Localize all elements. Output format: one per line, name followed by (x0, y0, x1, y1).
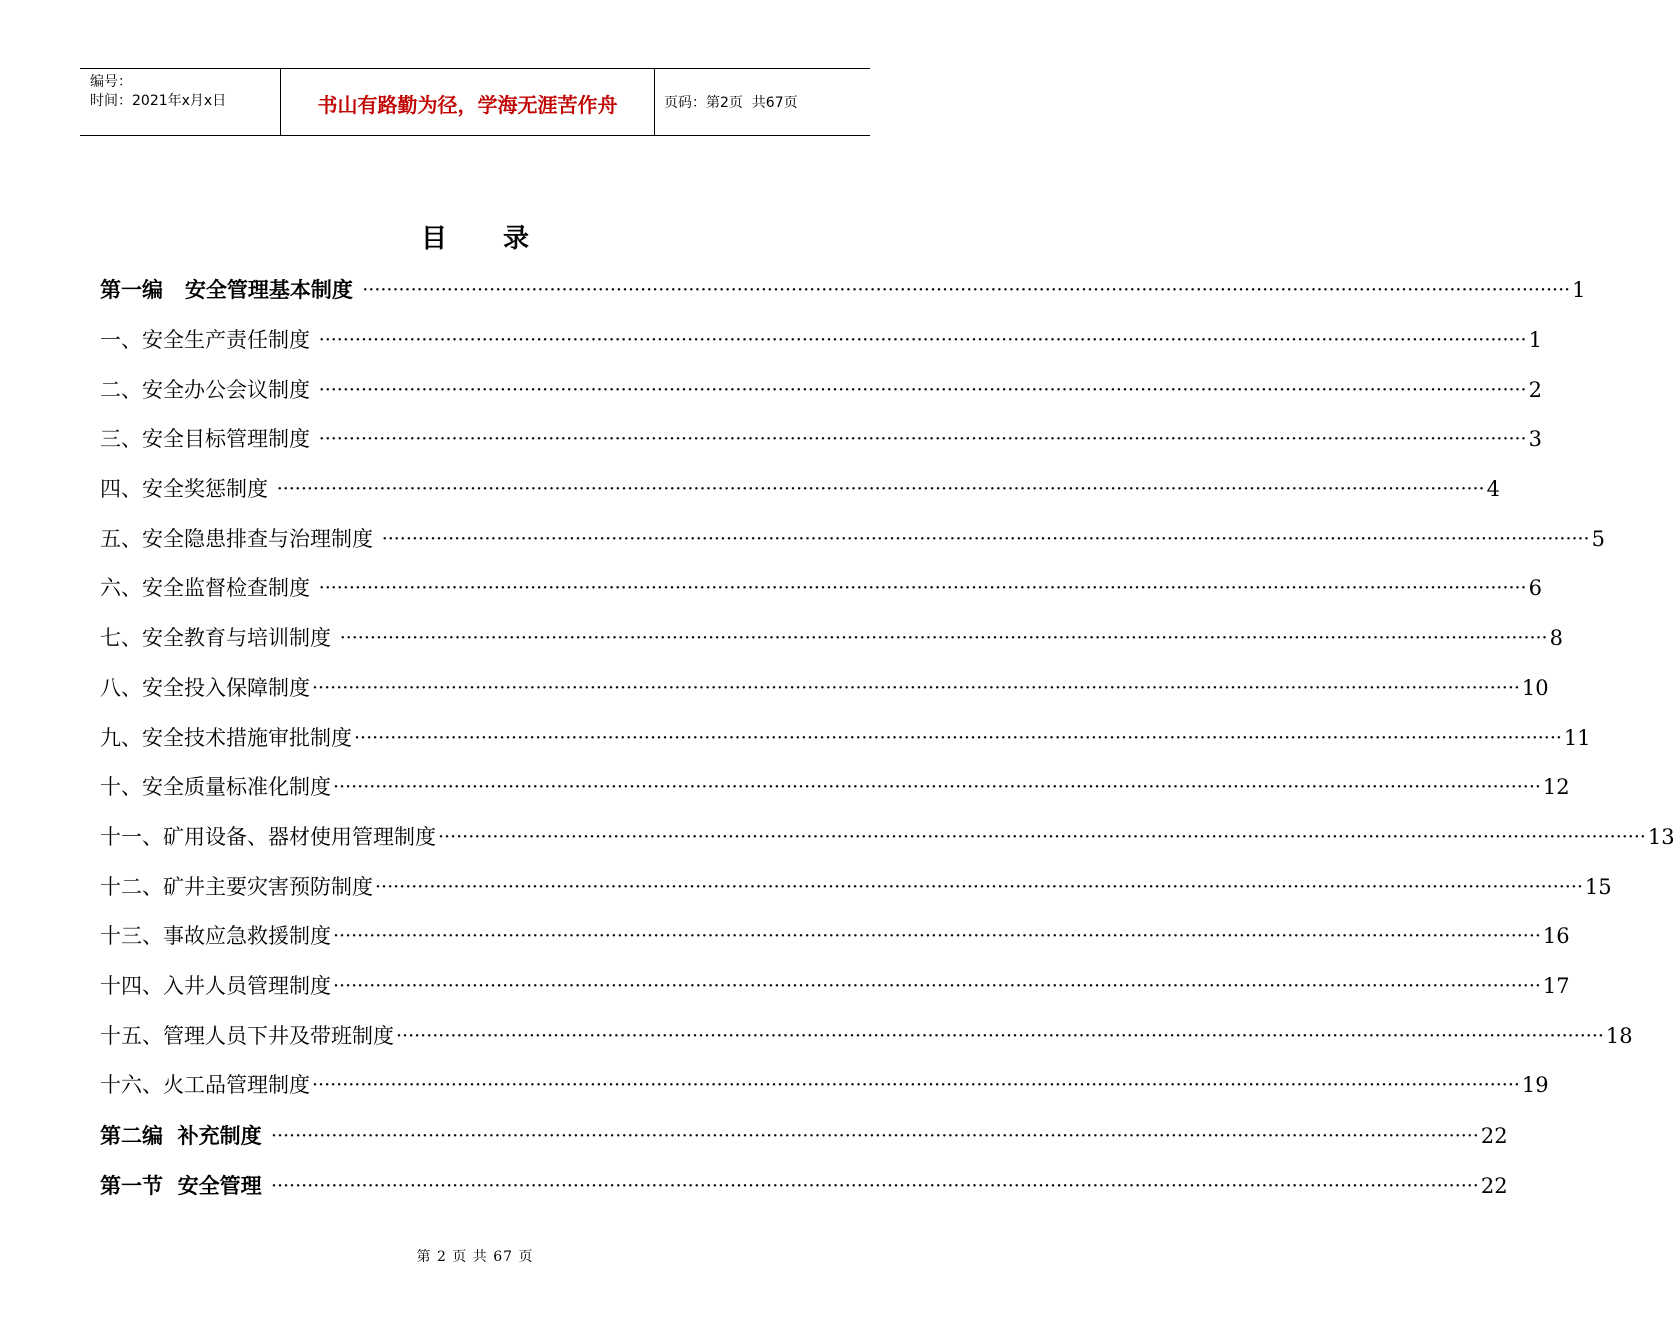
toc-entry-leader: ········································································································································································································ (270, 1175, 1479, 1197)
toc-entry (100, 769, 1570, 801)
toc-entry (100, 819, 1675, 851)
toc-entry-leader: ········································································································································································································ (318, 329, 1527, 351)
header-page-info-text: 页码：第2页 共67页 (664, 95, 798, 111)
toc-entry-label: 二、安全办公会议制度 (100, 378, 317, 402)
toc-entry-leader: ········································································································································································································ (318, 577, 1527, 599)
toc-entry-label: 十五、管理人员下井及带班制度 (100, 1024, 394, 1048)
toc-entry-leader: ········································································································································································································ (438, 826, 1646, 848)
header-motto: 书山有路勤为径，学海无涯苦作舟 (281, 69, 655, 135)
toc-entry (100, 869, 1612, 901)
toc-entry-label: 第一编 安全管理基本制度 (100, 278, 361, 302)
toc-entry-leader: ········································································································································································································ (312, 1074, 1520, 1096)
toc-entry-page: 13 (1647, 825, 1675, 849)
toc-entry-leader: ········································································································································································································ (381, 528, 1590, 550)
toc-entry (100, 570, 1542, 602)
toc-entry (100, 1067, 1549, 1099)
toc-entry-page: 1 (1572, 278, 1586, 302)
toc-entry (100, 322, 1542, 354)
toc-entry (100, 1118, 1508, 1150)
toc-entry-page: 15 (1584, 875, 1612, 899)
toc-entry-label: 八、安全投入保障制度 (100, 676, 310, 700)
toc-entry-leader: ········································································································································································································ (362, 279, 1571, 301)
toc-entry-leader: ········································································································································································································ (318, 428, 1527, 450)
toc-entry-leader: ········································································································································································································ (339, 627, 1548, 649)
toc-entry (100, 372, 1542, 404)
toc-entry-leader: ········································································································································································································ (276, 478, 1485, 500)
toc-entry-leader: ········································································································································································································ (333, 776, 1541, 798)
toc-entry-label: 六、安全监督检查制度 (100, 576, 317, 600)
toc-entry (100, 272, 1586, 304)
toc-entry (100, 670, 1549, 702)
toc-entry (100, 968, 1570, 1000)
toc-entry (100, 918, 1570, 950)
document-date: 时间：2021年x月x日 (90, 93, 227, 109)
toc-entry (100, 471, 1500, 503)
toc-title-left: 目 (420, 224, 447, 254)
toc-entry-label: 十三、事故应急救援制度 (100, 924, 331, 948)
toc-entry-label: 七、安全教育与培训制度 (100, 626, 338, 650)
toc-entry-page: 11 (1563, 726, 1591, 750)
toc-entry-leader: ········································································································································································································ (396, 1025, 1604, 1047)
header-page-info (655, 69, 870, 135)
toc-entry-page: 10 (1521, 676, 1549, 700)
page-footer: 第 2 页 共 67 页 (416, 1249, 534, 1265)
toc-entry-page: 22 (1480, 1124, 1508, 1148)
toc-entry-page: 16 (1542, 924, 1570, 948)
toc-entry (100, 720, 1591, 752)
toc-entry (100, 421, 1542, 453)
toc-entry-page: 18 (1605, 1024, 1633, 1048)
toc-entry-page: 3 (1528, 427, 1542, 451)
toc-entry (100, 620, 1563, 652)
toc-entry-leader: ········································································································································································································ (312, 677, 1520, 699)
toc-entry-page: 2 (1528, 378, 1542, 402)
toc-entry-page: 5 (1591, 527, 1605, 551)
toc-entry-page: 1 (1528, 328, 1542, 352)
toc-entry-leader: ········································································································································································································ (318, 379, 1527, 401)
toc-entry-label: 五、安全隐患排查与治理制度 (100, 527, 380, 551)
toc-entry-label: 第一节 安全管理 (100, 1174, 269, 1198)
toc-entry-page: 6 (1528, 576, 1542, 600)
toc-entry-page: 22 (1480, 1174, 1508, 1198)
toc-entry-leader: ········································································································································································································ (270, 1125, 1479, 1147)
toc-title (0, 218, 950, 255)
toc-title-right: 录 (503, 224, 530, 254)
toc-entry-label: 十、安全质量标准化制度 (100, 775, 331, 799)
toc-entry-page: 17 (1542, 974, 1570, 998)
toc-entry-label: 一、安全生产责任制度 (100, 328, 317, 352)
toc-entry-label: 四、安全奖惩制度 (100, 477, 275, 501)
toc-entry-label: 十二、矿井主要灾害预防制度 (100, 875, 373, 899)
toc-entry-label: 第二编 补充制度 (100, 1124, 269, 1148)
toc-entry-page: 8 (1549, 626, 1563, 650)
toc-entry-label: 十一、矿用设备、器材使用管理制度 (100, 825, 436, 849)
document-number-label: 编号： (90, 74, 132, 90)
toc-entry-leader: ········································································································································································································ (354, 727, 1562, 749)
toc-entry (100, 1168, 1508, 1200)
toc-entry-leader: ········································································································································································································ (333, 925, 1541, 947)
toc-entry-page: 12 (1542, 775, 1570, 799)
toc-entry-label: 九、安全技术措施审批制度 (100, 726, 352, 750)
toc-entry-leader: ········································································································································································································ (333, 975, 1541, 997)
toc-entry-label: 三、安全目标管理制度 (100, 427, 317, 451)
toc-entry-page: 19 (1521, 1073, 1549, 1097)
toc-entry-label: 十四、入井人员管理制度 (100, 974, 331, 998)
toc-entry-label: 十六、火工品管理制度 (100, 1073, 310, 1097)
header-meta (80, 69, 281, 135)
page-header (80, 68, 870, 136)
toc-entry-page: 4 (1486, 477, 1500, 501)
toc-entry-leader: ········································································································································································································ (375, 876, 1583, 898)
toc-entry (100, 1018, 1633, 1050)
toc-entry (100, 521, 1605, 553)
